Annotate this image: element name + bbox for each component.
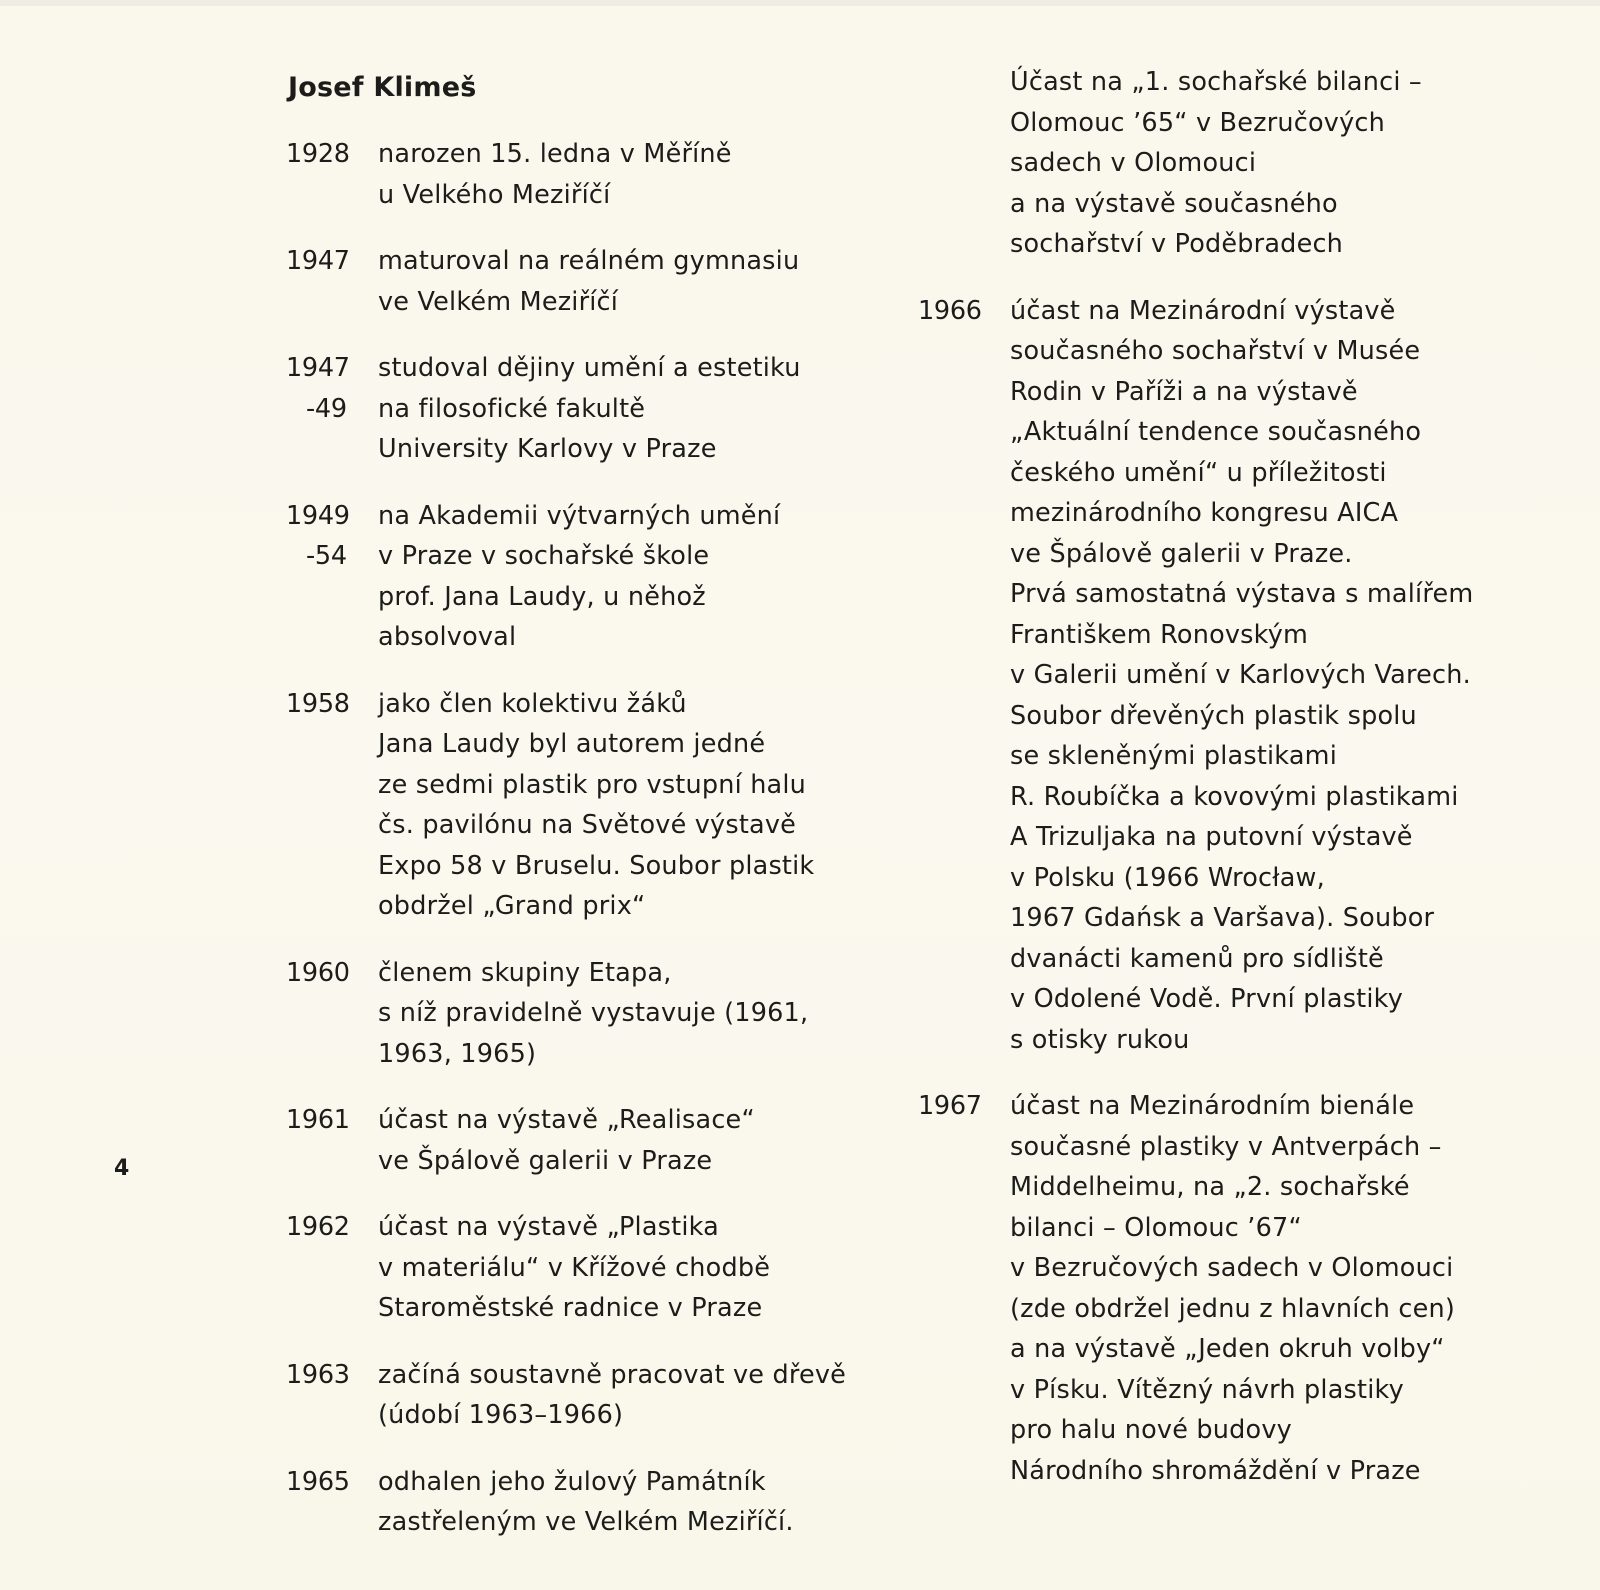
entry-text-line: současné plastiky v Antverpách – bbox=[1010, 1131, 1442, 1162]
entry-text-line: Prvá samostatná výstava s malířem bbox=[1010, 579, 1474, 609]
timeline-entry bbox=[286, 684, 866, 927]
entry-year bbox=[286, 1100, 378, 1181]
entry-text-line: v Polsku (1966 Wrocław, bbox=[1010, 862, 1325, 893]
timeline-entry bbox=[286, 496, 866, 658]
entry-text-line: u Velkého Meziříčí bbox=[378, 179, 611, 210]
timeline-entry bbox=[286, 348, 866, 470]
entry-text-line: obdržel „Grand prix“ bbox=[378, 891, 646, 921]
entry-text-line: 1967 Gdańsk a Varšava). Soubor bbox=[1010, 903, 1435, 933]
entry-description bbox=[378, 953, 866, 1075]
entry-text-line: Olomouc ’65“ v Bezručových bbox=[1010, 107, 1385, 138]
entry-text-line: s níž pravidelně vystavuje (1961, bbox=[378, 998, 809, 1028]
entry-text-line: Národního shromáždění v Praze bbox=[1010, 1455, 1421, 1486]
entry-text-line: narozen 15. ledna v Měříně bbox=[378, 139, 732, 169]
entry-description bbox=[378, 496, 866, 658]
entry-description bbox=[1010, 291, 1518, 1061]
entry-text-line: sadech v Olomouci bbox=[1010, 148, 1257, 178]
entry-text-line: Soubor dřevěných plastik spolu bbox=[1010, 700, 1417, 731]
timeline-entry bbox=[286, 1207, 866, 1329]
left-column-timeline bbox=[286, 134, 866, 1569]
entry-text-line: v Bezručových sadech v Olomouci bbox=[1010, 1253, 1454, 1283]
entry-text-line: Staroměstské radnice v Praze bbox=[378, 1293, 763, 1323]
entry-text-line: ve Velkém Meziříčí bbox=[378, 286, 619, 317]
entry-text-line: v Odolené Vodě. První plastiky bbox=[1010, 984, 1404, 1014]
entry-year bbox=[286, 1355, 378, 1436]
entry-year-line: -54 bbox=[306, 541, 347, 571]
entry-description bbox=[1010, 1086, 1518, 1491]
entry-text-line: účast na Mezinárodním bienále bbox=[1010, 1091, 1415, 1121]
entry-year-line: 1928 bbox=[286, 139, 350, 169]
entry-year bbox=[286, 134, 378, 215]
entry-year-line: 1947 bbox=[286, 246, 350, 276]
entry-year-line: -49 bbox=[306, 393, 347, 424]
entry-year-line: 1949 bbox=[286, 500, 350, 531]
entry-text-line: v Písku. Vítězný návrh plastiky bbox=[1010, 1374, 1404, 1405]
entry-text-line: Middelheimu, na „2. sochařské bbox=[1010, 1172, 1410, 1202]
entry-text-line: na Akademii výtvarných umění bbox=[378, 500, 781, 531]
entry-year-line: 1967 bbox=[918, 1091, 982, 1121]
timeline-entry bbox=[918, 62, 1518, 265]
page-title: Josef Klimeš bbox=[288, 72, 477, 103]
entry-text-line: absolvoval bbox=[378, 622, 517, 652]
entry-text-line: prof. Jana Laudy, u něhož bbox=[378, 581, 706, 612]
entry-year bbox=[286, 496, 378, 658]
entry-text-line: maturoval na reálném gymnasiu bbox=[378, 246, 800, 276]
entry-year-line: 1960 bbox=[286, 957, 350, 988]
timeline-entry bbox=[286, 241, 866, 322]
entry-text-line: v Praze v sochařské škole bbox=[378, 541, 710, 571]
entry-year bbox=[918, 62, 1010, 265]
entry-text-line: účast na Mezinárodní výstavě bbox=[1010, 295, 1396, 326]
entry-year bbox=[286, 241, 378, 322]
entry-year-line: 1962 bbox=[286, 1212, 350, 1242]
entry-description bbox=[378, 1462, 866, 1543]
entry-description bbox=[378, 684, 866, 927]
entry-year bbox=[286, 348, 378, 470]
entry-text-line: (zde obdržel jednu z hlavních cen) bbox=[1010, 1293, 1456, 1324]
entry-text-line: účast na výstavě „Plastika bbox=[378, 1212, 719, 1242]
entry-year-line: 1965 bbox=[286, 1466, 350, 1497]
entry-text-line: a na výstavě „Jeden okruh volby“ bbox=[1010, 1334, 1445, 1364]
entry-year bbox=[286, 684, 378, 927]
timeline-entry bbox=[918, 291, 1518, 1061]
entry-text-line: ve Špálově galerii v Praze. bbox=[1010, 538, 1353, 569]
entry-text-line: (údobí 1963–1966) bbox=[378, 1400, 624, 1430]
entry-text-line: současného sochařství v Musée bbox=[1010, 336, 1421, 366]
entry-description bbox=[378, 134, 866, 215]
entry-description bbox=[378, 1207, 866, 1329]
entry-text-line: zastřeleným ve Velkém Meziříčí. bbox=[378, 1507, 794, 1537]
timeline-entry bbox=[286, 134, 866, 215]
entry-text-line: University Karlovy v Praze bbox=[378, 434, 717, 464]
page-number: 4 bbox=[114, 1156, 130, 1181]
entry-text-line: členem skupiny Etapa, bbox=[378, 957, 672, 988]
timeline-entry bbox=[918, 1086, 1518, 1491]
entry-text-line: a na výstavě současného bbox=[1010, 188, 1338, 219]
entry-text-line: účast na výstavě „Realisace“ bbox=[378, 1105, 755, 1135]
entry-text-line: odhalen jeho žulový Památník bbox=[378, 1466, 766, 1497]
entry-text-line: se skleněnými plastikami bbox=[1010, 741, 1337, 771]
entry-text-line: sochařství v Poděbradech bbox=[1010, 229, 1344, 259]
entry-text-line: R. Roubíčka a kovovými plastikami bbox=[1010, 781, 1459, 812]
entry-text-line: Účast na „1. sochařské bilanci – bbox=[1010, 67, 1422, 97]
entry-text-line: Jana Laudy byl autorem jedné bbox=[378, 729, 766, 759]
entry-text-line: „Aktuální tendence současného bbox=[1010, 417, 1422, 447]
entry-text-line: čs. pavilónu na Světové výstavě bbox=[378, 810, 797, 840]
entry-text-line: pro halu nové budovy bbox=[1010, 1415, 1292, 1445]
entry-text-line: ze sedmi plastik pro vstupní halu bbox=[378, 769, 807, 800]
entry-year bbox=[918, 1086, 1010, 1491]
entry-text-line: jako člen kolektivu žáků bbox=[378, 688, 687, 719]
entry-year-line: 1963 bbox=[286, 1359, 350, 1390]
entry-text-line: mezinárodního kongresu AICA bbox=[1010, 498, 1399, 528]
entry-text-line: Rodin v Paříži a na výstavě bbox=[1010, 376, 1358, 407]
page-top-edge bbox=[0, 0, 1600, 6]
entry-text-line: Františkem Ronovským bbox=[1010, 619, 1309, 650]
entry-text-line: dvanácti kamenů pro sídliště bbox=[1010, 943, 1384, 974]
entry-description bbox=[378, 1355, 866, 1436]
entry-year bbox=[918, 291, 1010, 1061]
entry-year-line: 1961 bbox=[286, 1105, 350, 1135]
entry-description bbox=[1010, 62, 1518, 265]
entry-text-line: českého umění“ u příležitosti bbox=[1010, 457, 1387, 488]
right-column-timeline bbox=[918, 62, 1518, 1517]
entry-year bbox=[286, 1462, 378, 1543]
entry-text-line: A Trizuljaka na putovní výstavě bbox=[1010, 822, 1413, 852]
entry-text-line: bilanci – Olomouc ’67“ bbox=[1010, 1212, 1302, 1243]
entry-text-line: začíná soustavně pracovat ve dřevě bbox=[378, 1359, 847, 1390]
timeline-entry bbox=[286, 1462, 866, 1543]
entry-text-line: v materiálu“ v Křížové chodbě bbox=[378, 1252, 771, 1283]
entry-text-line: Expo 58 v Bruselu. Soubor plastik bbox=[378, 850, 815, 881]
entry-description bbox=[378, 241, 866, 322]
entry-text-line: 1963, 1965) bbox=[378, 1038, 537, 1069]
timeline-entry bbox=[286, 1100, 866, 1181]
entry-year bbox=[286, 1207, 378, 1329]
entry-year-line: 1966 bbox=[918, 295, 982, 326]
entry-year-line: 1947 bbox=[286, 353, 350, 383]
entry-text-line: na filosofické fakultě bbox=[378, 393, 646, 424]
timeline-entry bbox=[286, 1355, 866, 1436]
timeline-entry bbox=[286, 953, 866, 1075]
entry-text-line: s otisky rukou bbox=[1010, 1024, 1190, 1055]
entry-year bbox=[286, 953, 378, 1075]
entry-text-line: studoval dějiny umění a estetiku bbox=[378, 353, 801, 383]
entry-description bbox=[378, 348, 866, 470]
entry-year-line: 1958 bbox=[286, 688, 350, 719]
entry-text-line: ve Špálově galerii v Praze bbox=[378, 1145, 713, 1176]
entry-description bbox=[378, 1100, 866, 1181]
entry-text-line: v Galerii umění v Karlových Varech. bbox=[1010, 660, 1471, 690]
